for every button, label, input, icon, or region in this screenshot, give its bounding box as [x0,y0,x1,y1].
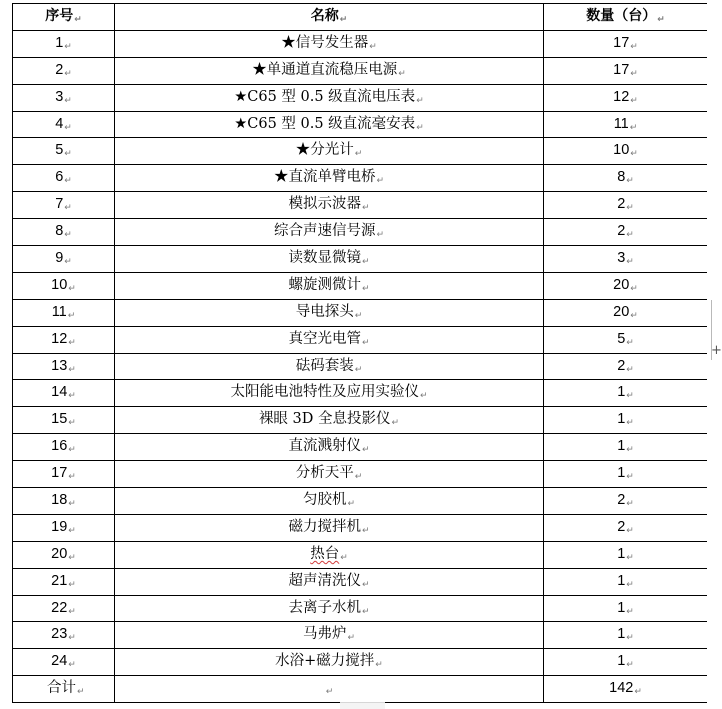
row-no-cell[interactable] [13,541,115,568]
row-no: 11 [51,303,67,320]
table-row [13,111,708,138]
paragraph-mark-icon: ↵ [626,579,634,590]
row-no-cell[interactable] [13,622,115,649]
table-row [13,380,708,407]
row-qty: 2 [617,223,626,240]
row-name: ★信号发生器 [281,34,369,51]
table-row [13,246,708,273]
table-header-row [13,4,708,31]
row-no: 19 [51,518,68,535]
row-name-cell[interactable] [115,165,544,192]
paragraph-mark-icon: ↵ [626,391,634,402]
row-name-cell[interactable] [115,353,544,380]
paragraph-mark-icon: ↵ [68,525,76,536]
row-name-cell[interactable] [115,326,544,353]
row-name: 去离子水机 [288,599,361,616]
paragraph-mark-icon: ↵ [391,418,400,429]
row-name-cell[interactable] [115,192,544,219]
paragraph-mark-icon: ↵ [361,606,370,617]
header-cell-no[interactable] [13,4,115,31]
paragraph-mark-icon: ↵ [64,149,72,160]
row-no: 7 [55,196,64,213]
row-qty: 1 [617,465,626,482]
header-cell-name[interactable] [115,4,544,31]
table-row [13,165,708,192]
row-no: 22 [51,599,68,616]
paragraph-mark-icon: ↵ [626,230,634,241]
row-no: 9 [55,249,64,266]
row-no-cell[interactable] [13,138,115,165]
paragraph-mark-icon: ↵ [64,230,72,241]
paragraph-mark-icon: ↵ [416,122,424,133]
row-no: 8 [55,223,64,240]
row-no: 18 [51,491,68,508]
paragraph-mark-icon: ↵ [626,633,634,644]
table-row [13,541,708,568]
paragraph-mark-icon: ↵ [68,391,76,402]
paragraph-mark-icon: ↵ [626,472,634,483]
row-name-cell[interactable] [115,111,544,138]
row-no: 1 [55,34,64,51]
row-qty: 1 [617,599,626,616]
paragraph-mark-icon: ↵ [68,498,76,509]
row-name: ★C65 型 0.5 级直流毫安表 [234,115,416,132]
paragraph-mark-icon: ↵ [361,445,370,456]
row-qty-cell[interactable] [544,192,708,219]
paragraph-mark-icon: ↵ [325,687,334,698]
paragraph-mark-icon: ↵ [630,283,638,294]
row-name: 真空光电管 [288,330,361,347]
paragraph-mark-icon: ↵ [626,203,634,214]
paragraph-mark-icon: ↵ [354,149,363,160]
row-name-cell[interactable] [115,380,544,407]
total-label-cell[interactable] [13,676,115,703]
row-no-cell[interactable] [13,380,115,407]
paragraph-mark-icon: ↵ [68,552,76,563]
row-qty: 20 [613,276,630,293]
row-no: 16 [51,438,68,455]
table-body [13,30,708,702]
table-row [13,84,708,111]
paragraph-mark-icon: ↵ [626,445,634,456]
row-no-cell[interactable] [13,165,115,192]
paragraph-mark-icon: ↵ [354,364,363,375]
row-name: 太阳能电池特性及应用实验仪 [230,384,419,401]
table-row [13,649,708,676]
row-no-cell[interactable] [13,649,115,676]
row-qty: 1 [617,384,626,401]
row-no-cell[interactable] [13,514,115,541]
row-qty: 5 [617,330,626,347]
paragraph-mark-icon: ↵ [629,122,638,133]
total-name-cell[interactable] [115,676,544,703]
total-label: 合计 [47,680,76,697]
row-qty: 10 [613,142,630,159]
paragraph-mark-icon: ↵ [68,445,76,456]
table-row [13,192,708,219]
table-row [13,30,708,57]
paragraph-mark-icon: ↵ [657,14,665,25]
row-qty: 1 [617,626,626,643]
paragraph-mark-icon: ↵ [630,310,638,321]
row-name: 读数显微镜 [288,249,361,266]
row-qty: 2 [617,196,626,213]
paragraph-mark-icon: ↵ [626,498,634,509]
row-no: 17 [51,465,68,482]
paragraph-mark-icon: ↵ [74,14,82,25]
row-qty-cell[interactable] [544,622,708,649]
row-name: 砝码套装 [295,357,354,374]
row-no: 12 [51,330,68,347]
row-qty-cell[interactable] [544,568,708,595]
row-no-cell[interactable] [13,595,115,622]
row-no: 6 [55,169,64,186]
row-qty: 17 [613,61,630,78]
row-qty: 17 [613,34,630,51]
row-name: ★分光计 [295,142,354,159]
row-no-cell[interactable] [13,461,115,488]
paragraph-mark-icon: ↵ [64,41,72,52]
paragraph-mark-icon: ↵ [630,95,638,106]
paragraph-mark-icon: ↵ [68,418,76,429]
paragraph-mark-icon: ↵ [68,633,76,644]
row-name-cell[interactable] [115,30,544,57]
paragraph-mark-icon: ↵ [376,176,385,187]
table-row [13,407,708,434]
paragraph-mark-icon: ↵ [419,391,428,402]
row-name-cell[interactable] [115,219,544,246]
paragraph-mark-icon: ↵ [398,68,406,79]
paragraph-mark-icon: ↵ [64,122,72,133]
paragraph-mark-icon: ↵ [347,498,356,509]
row-no-cell[interactable] [13,30,115,57]
page-bottom-tab [340,702,385,709]
paragraph-mark-icon: ↵ [626,364,634,375]
row-no-cell[interactable] [13,272,115,299]
row-qty: 2 [617,491,626,508]
row-qty-cell[interactable] [544,84,708,111]
row-qty-cell[interactable] [544,326,708,353]
paragraph-mark-icon: ↵ [68,364,76,375]
row-name: ★直流单臂电桥 [273,169,376,186]
row-qty-cell[interactable] [544,219,708,246]
row-no: 14 [51,384,68,401]
row-name-cell[interactable] [115,488,544,515]
paragraph-mark-icon: ↵ [634,687,642,698]
row-no: 10 [51,276,68,293]
row-no: 13 [51,357,68,374]
row-name: 水浴+磁力搅拌 [275,653,375,670]
row-qty-cell[interactable] [544,246,708,273]
row-name-cell[interactable] [115,434,544,461]
row-no: 2 [55,61,64,78]
row-no-cell[interactable] [13,326,115,353]
paragraph-mark-icon: ↵ [626,552,634,563]
paragraph-mark-icon: ↵ [361,525,370,536]
paragraph-mark-icon: ↵ [626,176,634,187]
row-name: ★C65 型 0.5 级直流电压表 [234,88,416,105]
row-qty: 3 [617,249,626,266]
paragraph-mark-icon: ↵ [354,310,363,321]
table-row [13,488,708,515]
paragraph-mark-icon: ↵ [626,660,634,671]
table-row [13,138,708,165]
header-qty-label: 数量（台） [586,7,657,24]
row-qty: 2 [617,518,626,535]
header-name-label: 名称 [310,7,339,24]
row-qty: 20 [613,303,630,320]
paragraph-mark-icon: ↵ [68,660,76,671]
row-name-cell[interactable] [115,272,544,299]
row-no: 24 [51,653,68,670]
paragraph-mark-icon: ↵ [64,203,72,214]
paragraph-mark-icon: ↵ [630,41,638,52]
row-no-cell[interactable] [13,219,115,246]
row-name-cell[interactable] [115,595,544,622]
row-name-cell[interactable] [115,84,544,111]
paragraph-mark-icon: ↵ [68,337,76,348]
paragraph-mark-icon: ↵ [354,472,363,483]
row-qty-cell[interactable] [544,649,708,676]
paragraph-mark-icon: ↵ [361,337,370,348]
row-name: 导电探头 [295,303,354,320]
paragraph-mark-icon: ↵ [630,68,638,79]
row-name: ★单通道直流稳压电源 [252,61,398,78]
row-qty-cell[interactable] [544,488,708,515]
row-name: 匀胶机 [302,491,347,508]
row-no-cell[interactable] [13,111,115,138]
row-qty-cell[interactable] [544,541,708,568]
row-no: 23 [51,626,68,643]
row-qty-cell[interactable] [544,407,708,434]
row-name: 螺旋测微计 [288,276,361,293]
paragraph-mark-icon: ↵ [64,176,72,187]
row-qty-cell[interactable] [544,461,708,488]
paragraph-mark-icon: ↵ [77,687,85,698]
table-total-row [13,676,708,703]
row-qty-cell[interactable] [544,272,708,299]
paragraph-mark-icon: ↵ [64,95,72,106]
row-no: 3 [55,88,64,105]
paragraph-mark-icon: ↵ [68,472,76,483]
paragraph-mark-icon: ↵ [626,337,634,348]
paragraph-mark-icon: ↵ [626,525,634,536]
row-qty: 12 [613,88,630,105]
paragraph-mark-icon: ↵ [68,283,76,294]
row-qty: 1 [617,411,626,428]
equipment-table [12,3,708,703]
row-name: 综合声速信号源 [273,223,376,240]
row-no-cell[interactable] [13,488,115,515]
table-row [13,434,708,461]
header-no-label: 序号 [45,7,74,24]
row-qty-cell[interactable] [544,299,708,326]
paragraph-mark-icon: ↵ [626,606,634,617]
paragraph-mark-icon: ↵ [361,579,370,590]
row-qty: 1 [617,572,626,589]
paragraph-mark-icon: ↵ [626,418,634,429]
row-name-cell[interactable] [115,407,544,434]
row-no: 4 [55,115,64,132]
paragraph-mark-icon: ↵ [361,283,370,294]
table-row [13,272,708,299]
table-row [13,57,708,84]
paragraph-mark-icon: ↵ [361,203,370,214]
table-row [13,353,708,380]
row-qty-cell[interactable] [544,138,708,165]
row-name: 马弗炉 [302,626,347,643]
row-name: 裸眼 3D 全息投影仪 [258,411,391,428]
table-row [13,461,708,488]
row-qty-cell[interactable] [544,434,708,461]
row-qty-cell[interactable] [544,111,708,138]
row-no-cell[interactable] [13,568,115,595]
row-no-cell[interactable] [13,353,115,380]
paragraph-mark-icon: ↵ [64,68,72,79]
row-name-cell[interactable] [115,649,544,676]
paragraph-mark-icon: ↵ [375,660,383,671]
table-row [13,568,708,595]
row-qty: 8 [617,169,626,186]
row-no-cell[interactable] [13,246,115,273]
paragraph-mark-icon: ↵ [630,149,638,160]
row-qty: 1 [617,438,626,455]
table-row [13,514,708,541]
row-name-cell[interactable] [115,541,544,568]
row-name-cell[interactable] [115,138,544,165]
row-no: 5 [55,142,64,159]
paragraph-mark-icon: ↵ [339,14,348,25]
row-qty-cell[interactable] [544,514,708,541]
row-qty: 1 [617,545,626,562]
paragraph-mark-icon: ↵ [416,95,424,106]
paragraph-mark-icon: ↵ [626,256,634,267]
row-name: 分析天平 [295,465,354,482]
row-no-cell[interactable] [13,434,115,461]
row-name-cell[interactable] [115,57,544,84]
total-qty: 142 [609,680,634,697]
paragraph-mark-icon: ↵ [68,579,76,590]
paragraph-mark-icon: ↵ [361,256,370,267]
row-name-cell[interactable] [115,461,544,488]
row-no-cell[interactable] [13,407,115,434]
row-qty-cell[interactable] [544,30,708,57]
table-row [13,622,708,649]
row-no-cell[interactable] [13,84,115,111]
paragraph-mark-icon: ↵ [340,552,348,563]
row-qty: 1 [617,653,626,670]
paragraph-mark-icon: ↵ [68,606,76,617]
row-no-cell[interactable] [13,299,115,326]
row-qty: 11 [613,115,629,132]
paragraph-mark-icon: ↵ [369,41,377,52]
row-no: 15 [51,411,68,428]
row-name: 热台 [310,545,340,562]
paragraph-mark-icon: ↵ [67,310,76,321]
paragraph-mark-icon: ↵ [376,230,385,241]
row-qty-cell[interactable] [544,380,708,407]
paragraph-mark-icon: ↵ [64,256,72,267]
row-no: 20 [51,545,68,562]
total-qty-cell[interactable] [544,676,708,703]
table-row [13,299,708,326]
table-row [13,595,708,622]
row-name-cell[interactable] [115,568,544,595]
row-name-cell[interactable] [115,299,544,326]
row-qty-cell[interactable] [544,353,708,380]
header-cell-qty[interactable] [544,4,708,31]
row-name: 超声清洗仪 [288,572,361,589]
row-qty-cell[interactable] [544,57,708,84]
row-name: 模拟示波器 [288,196,361,213]
row-name-cell[interactable] [115,246,544,273]
table-row [13,326,708,353]
table-row [13,219,708,246]
paragraph-mark-icon: ↵ [347,633,356,644]
row-no-cell[interactable] [13,57,115,84]
row-name-cell[interactable] [115,622,544,649]
row-qty-cell[interactable] [544,165,708,192]
row-name: 直流溅射仪 [288,438,361,455]
row-qty-cell[interactable] [544,595,708,622]
add-column-icon[interactable]: + [711,343,722,358]
row-name-cell[interactable] [115,514,544,541]
row-no: 21 [51,572,68,589]
row-no-cell[interactable] [13,192,115,219]
row-name: 磁力搅拌机 [288,518,361,535]
row-qty: 2 [617,357,626,374]
